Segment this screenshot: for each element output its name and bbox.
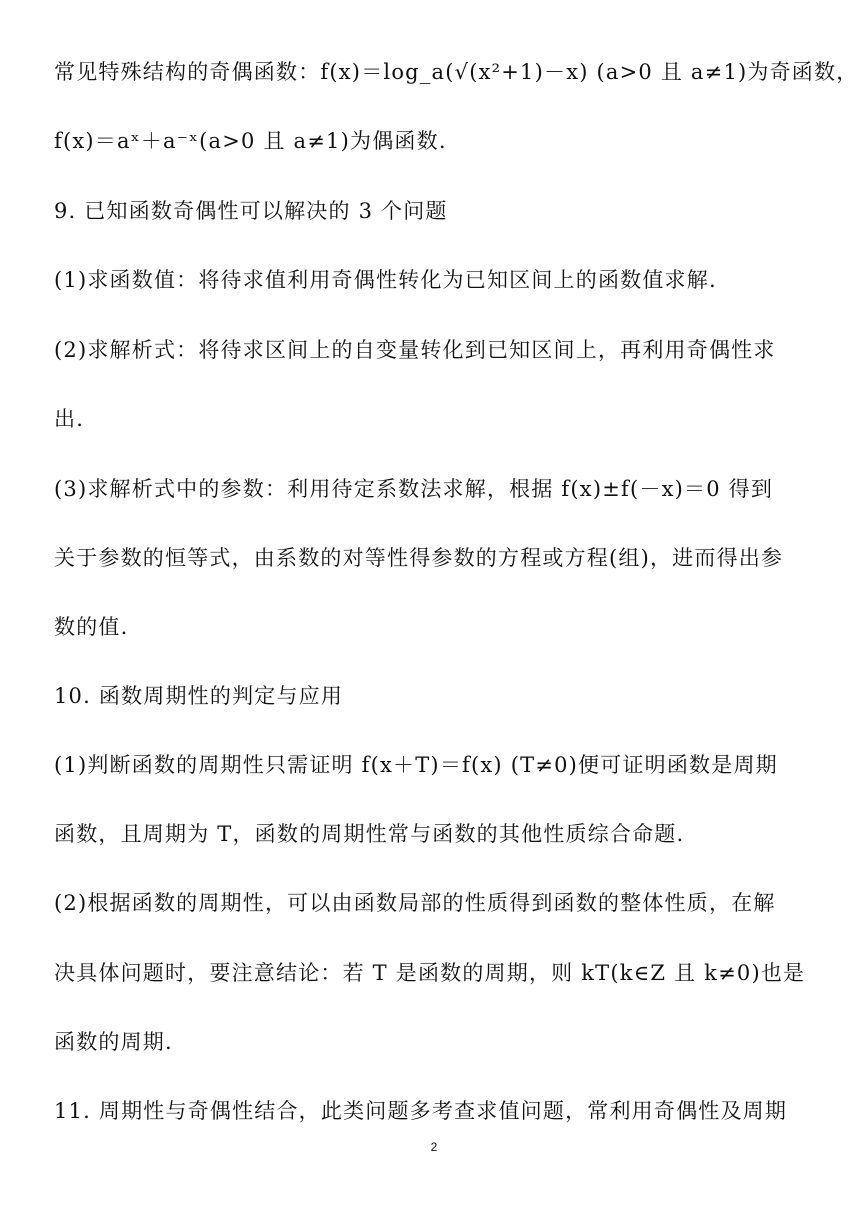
text-line-13: (2)根据函数的周期性，可以由函数局部的性质得到函数的整体性质，在解 (54, 891, 776, 915)
text-line-11: (1)判断函数的周期性只需证明 f(x＋T)＝f(x) (T≠0)便可证明函数是周期 (54, 753, 778, 777)
page-number: 2 (430, 1140, 438, 1154)
text-line-9: 数的值. (54, 615, 129, 639)
text-line-1: 常见特殊结构的奇偶函数：f(x)＝log_a(√(x²+1)－x) (a>0 且 a≠1)为奇函数， (54, 60, 859, 84)
text-line-6: 出. (54, 407, 85, 431)
section-heading-11: 11. 周期性与奇偶性结合，此类问题多考查求值问题，常利用奇偶性及周期 (54, 1099, 788, 1123)
section-heading-10: 10. 函数周期性的判定与应用 (54, 684, 344, 708)
text-line-5: (2)求解析式：将待求区间上的自变量转化到已知区间上，再利用奇偶性求 (54, 338, 776, 362)
text-line-14: 决具体问题时，要注意结论：若 T 是函数的周期，则 kT(k∈Z 且 k≠0)也是 (54, 961, 806, 985)
text-line-8: 关于参数的恒等式，由系数的对等性得参数的方程或方程(组)，进而得出参 (54, 546, 784, 570)
text-line-15: 函数的周期. (54, 1030, 173, 1054)
text-line-2: f(x)＝aˣ＋a⁻ˣ(a>0 且 a≠1)为偶函数. (54, 129, 447, 153)
text-line-12: 函数，且周期为 T，函数的周期性常与函数的其他性质综合命题. (54, 822, 685, 846)
section-heading-9: 9. 已知函数奇偶性可以解决的 3 个问题 (54, 199, 448, 223)
text-line-4: (1)求函数值：将待求值利用奇偶性转化为已知区间上的函数值求解. (54, 268, 717, 292)
text-line-7: (3)求解析式中的参数：利用待定系数法求解，根据 f(x)±f(－x)＝0 得到 (54, 477, 774, 501)
